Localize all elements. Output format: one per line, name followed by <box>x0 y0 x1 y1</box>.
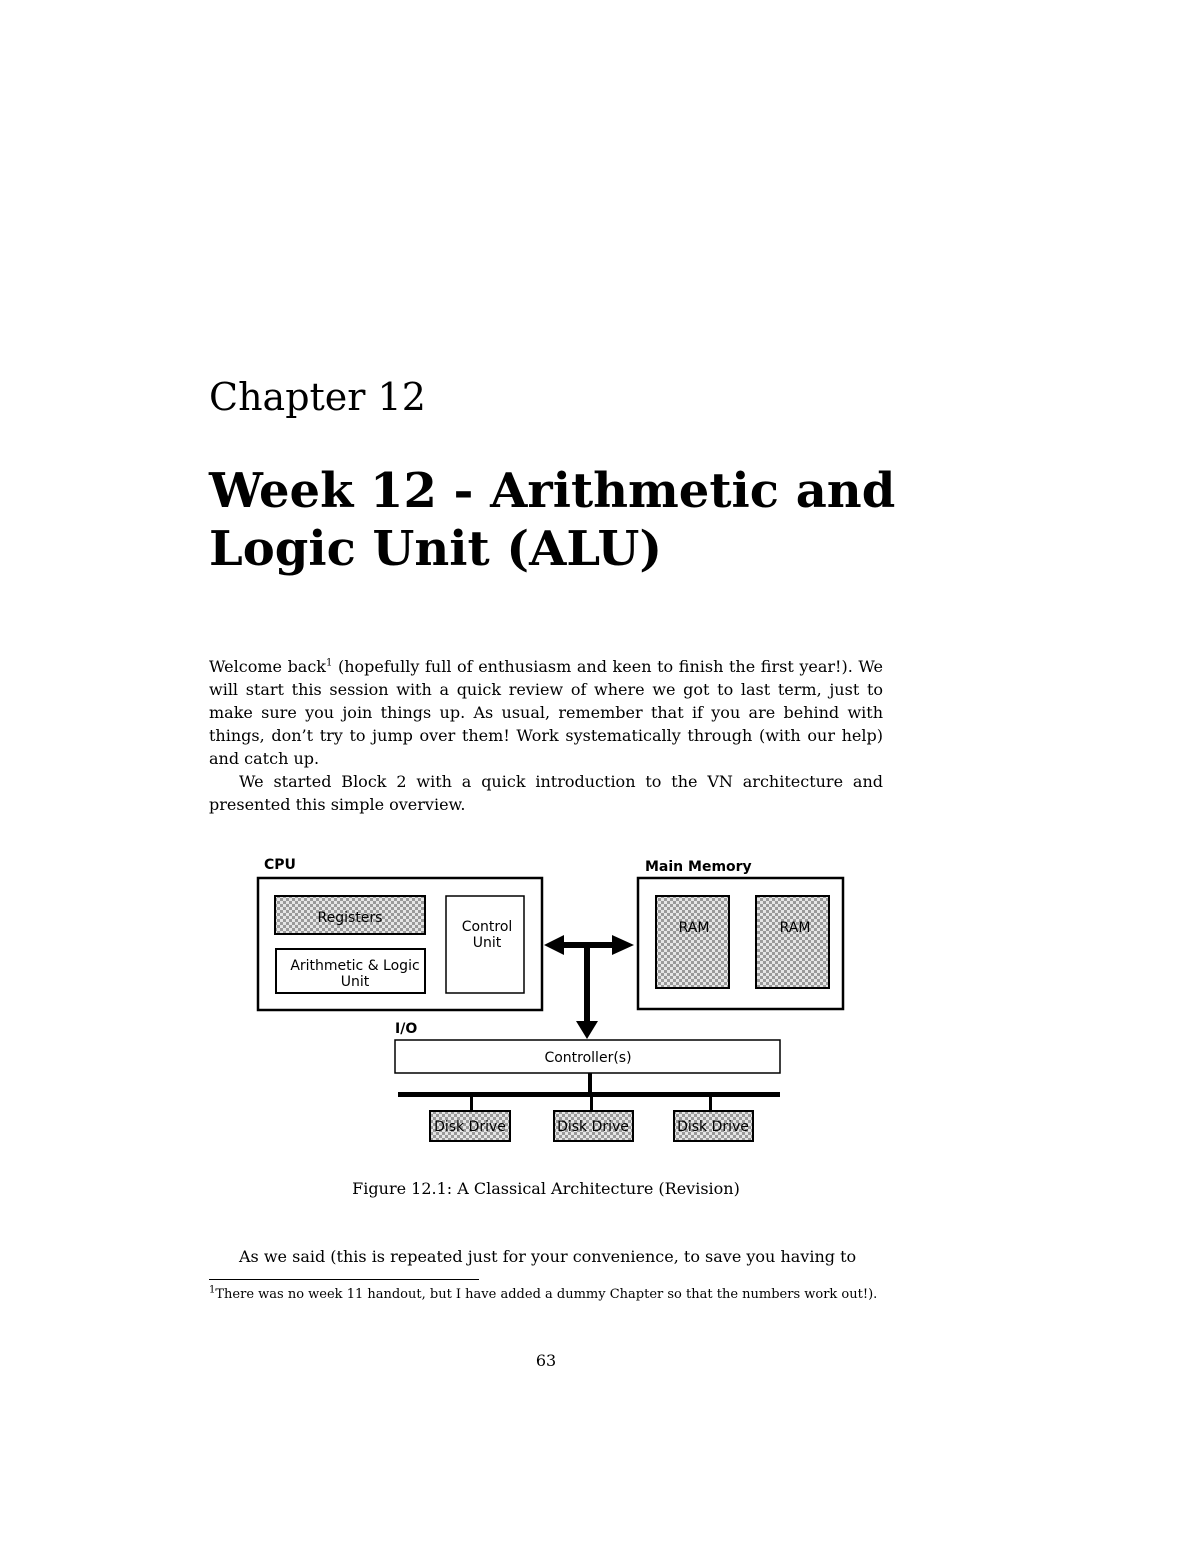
chapter-title-line-1: Week 12 - Arithmetic and <box>209 463 896 519</box>
page-number: 63 <box>535 1351 557 1370</box>
paragraph-1-rest: (hopefully full of enthusiasm and keen to finish the first year!). We will start this session with a quick review of where we got to last term, just to make sure you join things up. As usual, remember that if you are behind with things, don’t try to jump over them! Work systematically through (with our help) and catch up. <box>209 657 884 768</box>
chapter-title-line-2: Logic Unit (ALU) <box>209 521 663 577</box>
main-memory-label: Main Memory <box>645 859 752 875</box>
footnote-marker: 1 <box>326 657 333 669</box>
alu-label-line-2: Unit <box>340 974 370 990</box>
alu-label-line-1: Arithmetic & Logic <box>290 958 420 974</box>
disk-2-connector <box>590 1096 593 1110</box>
disk-drive-1-label: Disk Drive <box>434 1119 506 1135</box>
footnote-number: 1 <box>209 1284 216 1296</box>
disk-3-connector <box>709 1096 712 1110</box>
ram-2-label: RAM <box>779 920 811 936</box>
chapter-label: Chapter 12 <box>209 375 426 419</box>
paragraph-1 <box>209 655 883 770</box>
io-bus <box>398 1092 780 1097</box>
footnote-text: There was no week 11 handout, but I have added a dummy Chapter so that the numbers work out!). <box>215 1287 878 1302</box>
figure-caption: Figure 12.1: A Classical Architecture (Revision) <box>352 1179 740 1198</box>
ram-1-label: RAM <box>678 920 710 936</box>
ram-1-box <box>656 896 729 988</box>
ram-2-box <box>756 896 829 988</box>
footnote <box>209 1285 883 1304</box>
control-unit-label-line-2: Unit <box>472 935 502 951</box>
footnote-rule <box>209 1279 479 1280</box>
cpu-label: CPU <box>264 857 296 873</box>
controller-connector <box>588 1073 592 1094</box>
body-text <box>209 655 883 816</box>
disk-1-connector <box>470 1096 473 1110</box>
control-unit-label-line-1: Control <box>461 919 513 935</box>
chapter-title <box>209 462 929 578</box>
paragraph-1-start: Welcome back <box>209 657 327 676</box>
io-label: I/O <box>395 1021 418 1037</box>
continuation-paragraph: As we said (this is repeated just for your convenience, to save you having to <box>239 1247 857 1266</box>
disk-drive-3-label: Disk Drive <box>677 1119 749 1135</box>
controller-label: Controller(s) <box>544 1050 632 1066</box>
disk-drive-2-label: Disk Drive <box>557 1119 629 1135</box>
paragraph-2: We started Block 2 with a quick introduction to the VN architecture and presented this simple overview. <box>209 772 883 814</box>
system-bus-arrows <box>544 935 634 1039</box>
architecture-figure <box>250 850 860 1160</box>
registers-label: Registers <box>317 910 383 926</box>
